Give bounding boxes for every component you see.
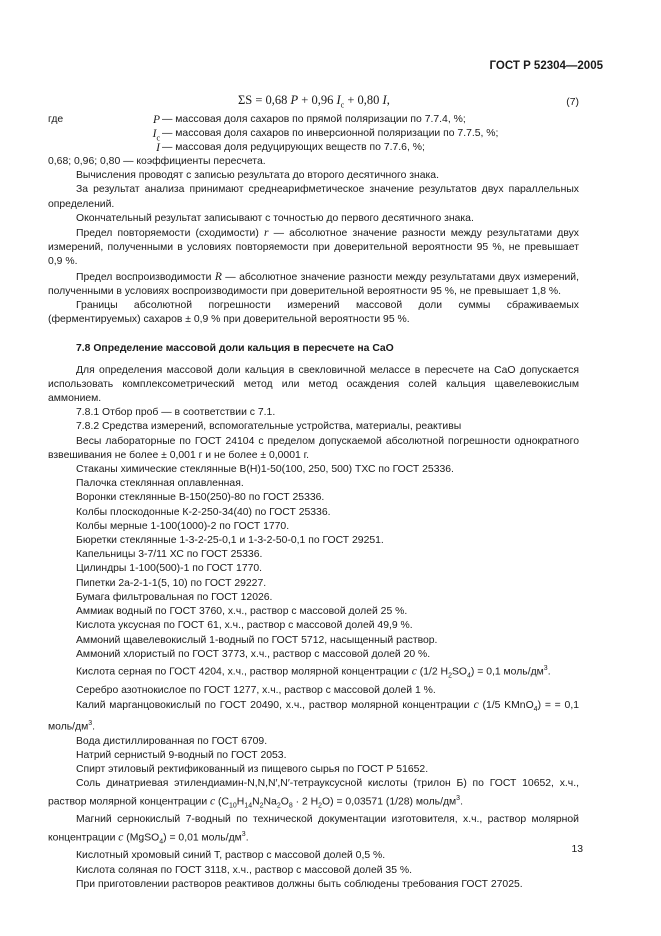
list-item: При приготовлении растворов реактивов должны быть соблюдены требования ГОСТ 27025.: [76, 878, 523, 890]
list-item-sulfuric: Кислота серная по ГОСТ 4204, х.ч., раствор молярной концентрации c (1/2 $H_2SO_4) = 0,1$ моль/$дм^3$.: [76, 664, 551, 680]
list-item: Капельницы 3-7/11 ХС по ГОСТ 25336.: [76, 549, 263, 561]
paragraph: Окончательный результат записывают с точностью до первого десятичного знака.: [76, 212, 474, 224]
where-label: где: [48, 114, 64, 125]
list-item: Кислотный хромовый синий Т, раствор с массовой долей 0,5 %.: [76, 850, 386, 862]
paragraph: Вычисления проводят с записью результата до второго десятичного знака.: [76, 170, 439, 182]
list-item: Натрий сернистый 9-водный по ГОСТ 2053.: [76, 750, 287, 762]
list-item: Бюретки стеклянные 1-3-2-25-0,1 и 1-3-2-50-0,1 по ГОСТ 29251.: [76, 535, 384, 547]
list-item: Весы лабораторные по ГОСТ 24104 с пределом допускаемой абсолютной погрешности однократного взвешивания не более ± 0,001 г и не более ± 0,0001 г.: [48, 435, 579, 461]
definition-text: — массовая доля редуцирующих веществ по 7.7.6, %;: [162, 142, 425, 153]
paragraph: Границы абсолютной погрешности измерений массовой доли суммы сбраживаемых (ферментируемых) сахаров ± 0,9 % при доверительной вероятности 95 %.: [48, 300, 579, 326]
list-item-trilon: Соль динатриевая этилендиамин-N,N,N′,N′-тетрауксусной кислоты (трилон Б) по ГОСТ 10652, х.ч., раствор молярной концентрации c ($C_{10}H_{14}N_2Na_2O_8 \cdot 2$ $H_2O) = 0,03571$ (1/28) моль/$дм^3$.: [48, 778, 579, 810]
list-item: Кислота уксусная по ГОСТ 61, х.ч., раствор с массовой долей 49,9 %.: [76, 620, 413, 632]
definition-symbol: I: [156, 142, 160, 154]
formula-expression: ΣS = 0,68 P + 0,96 $I_c + 0,80$ I,: [238, 93, 390, 110]
paragraph: 7.8.1 Отбор проб — в соответствии с 7.1.: [76, 407, 276, 419]
paragraph-repeatability: Предел повторяемости (сходимости) r — абсолютное значение разности между результатами двух измерений, полученными в условиях повторяемости при доверительной вероятности 95 %, не превышает 0,9 %.: [48, 227, 579, 268]
paragraph-reproducibility: Предел воспроизводимости R — абсолютное значение разности между результатами двух измерений, полученными в условиях воспроизводимости при доверительной вероятности 95 %, не превышает 1,8 %.: [48, 270, 579, 297]
list-item: Воронки стеклянные В-150(250)-80 по ГОСТ 25336.: [76, 492, 325, 504]
definition-text: — массовая доля сахаров по прямой поляризации по 7.7.4, %;: [162, 114, 466, 125]
list-item: Колбы плоскодонные К-2-250-34(40) по ГОСТ 25336.: [76, 506, 331, 518]
list-item: Цилиндры 1-100(500)-1 по ГОСТ 1770.: [76, 563, 263, 575]
list-item: Аммоний хлористый по ГОСТ 3773, х.ч., раствор с массовой долей 20 %.: [76, 648, 431, 660]
list-item: Спирт этиловый ректификованный из пищевого сырья по ГОСТ Р 51652.: [76, 764, 429, 776]
list-item: Аммиак водный по ГОСТ 3760, х.ч., раствор с массовой долей 25 %.: [76, 606, 408, 618]
formula-block: [48, 89, 579, 111]
formula-number: (7): [566, 97, 579, 108]
definition-symbol: $I_c$: [152, 128, 160, 143]
list-item: Бумага фильтровальная по ГОСТ 12026.: [76, 591, 273, 603]
list-item: Колбы мерные 1-100(1000)-2 по ГОСТ 1770.: [76, 520, 290, 532]
definitions: [48, 113, 579, 169]
list-item: Кислота соляная по ГОСТ 3118, х.ч., раствор с массовой долей 35 %.: [76, 864, 412, 876]
page-number: 13: [571, 844, 583, 855]
list-item: Серебро азотнокислое по ГОСТ 1277, х.ч., раствор с массовой долей 1 %.: [76, 684, 436, 696]
paragraph: Для определения массовой доли кальция в свекловичной мелассе в пересчете на CaO допускается использовать комплексометрический метод или метод осаждения солей кальция щавелевокислым аммонием.: [48, 364, 579, 405]
list-item: Стаканы химические стеклянные В(Н)1-50(100, 250, 500) ТХС по ГОСТ 25336.: [76, 464, 454, 476]
definition-row: [48, 141, 579, 155]
list-item: Аммоний щавелевокислый 1-водный по ГОСТ 5712, насыщенный раствор.: [76, 634, 438, 646]
definition-row: [48, 113, 579, 127]
list-item: Палочка стеклянная оплавленная.: [76, 478, 244, 490]
coefficients-text: 0,68; 0,96; 0,80 — коэффициенты пересчета.: [48, 156, 266, 167]
document-header: ГОСТ Р 52304—2005: [489, 60, 603, 72]
definition-row: [48, 127, 579, 141]
definition-symbol: P: [152, 114, 160, 126]
section-title: 7.8 Определение массовой доли кальция в пересчете на CaO: [76, 343, 394, 355]
page-content: [48, 89, 579, 892]
list-item-mgso4: Магний сернокислый 7-водный по технической документации изготовителя, х.ч., раствор молярной концентрации c (MgSO$_4$) = 0,01 моль/$дм^3$.: [48, 814, 579, 846]
paragraph: За результат анализа принимают среднеарифметическое значение результатов двух параллельных определений.: [48, 184, 579, 210]
definition-text: — массовая доля сахаров по инверсионной поляризации по 7.7.5, %;: [162, 128, 499, 139]
list-item: Вода дистиллированная по ГОСТ 6709.: [76, 735, 268, 747]
paragraph: 7.8.2 Средства измерений, вспомогательные устройства, материалы, реактивы: [76, 421, 462, 433]
list-item-kmno4: Калий марганцовокислый по ГОСТ 20490, х.ч., раствор молярной концентрации c (1/5 KMnO$_4$) = = 0,1 моль/$дм^3$.: [48, 698, 579, 733]
list-item: Пипетки 2а-2-1-1(5, 10) по ГОСТ 29227.: [76, 577, 267, 589]
